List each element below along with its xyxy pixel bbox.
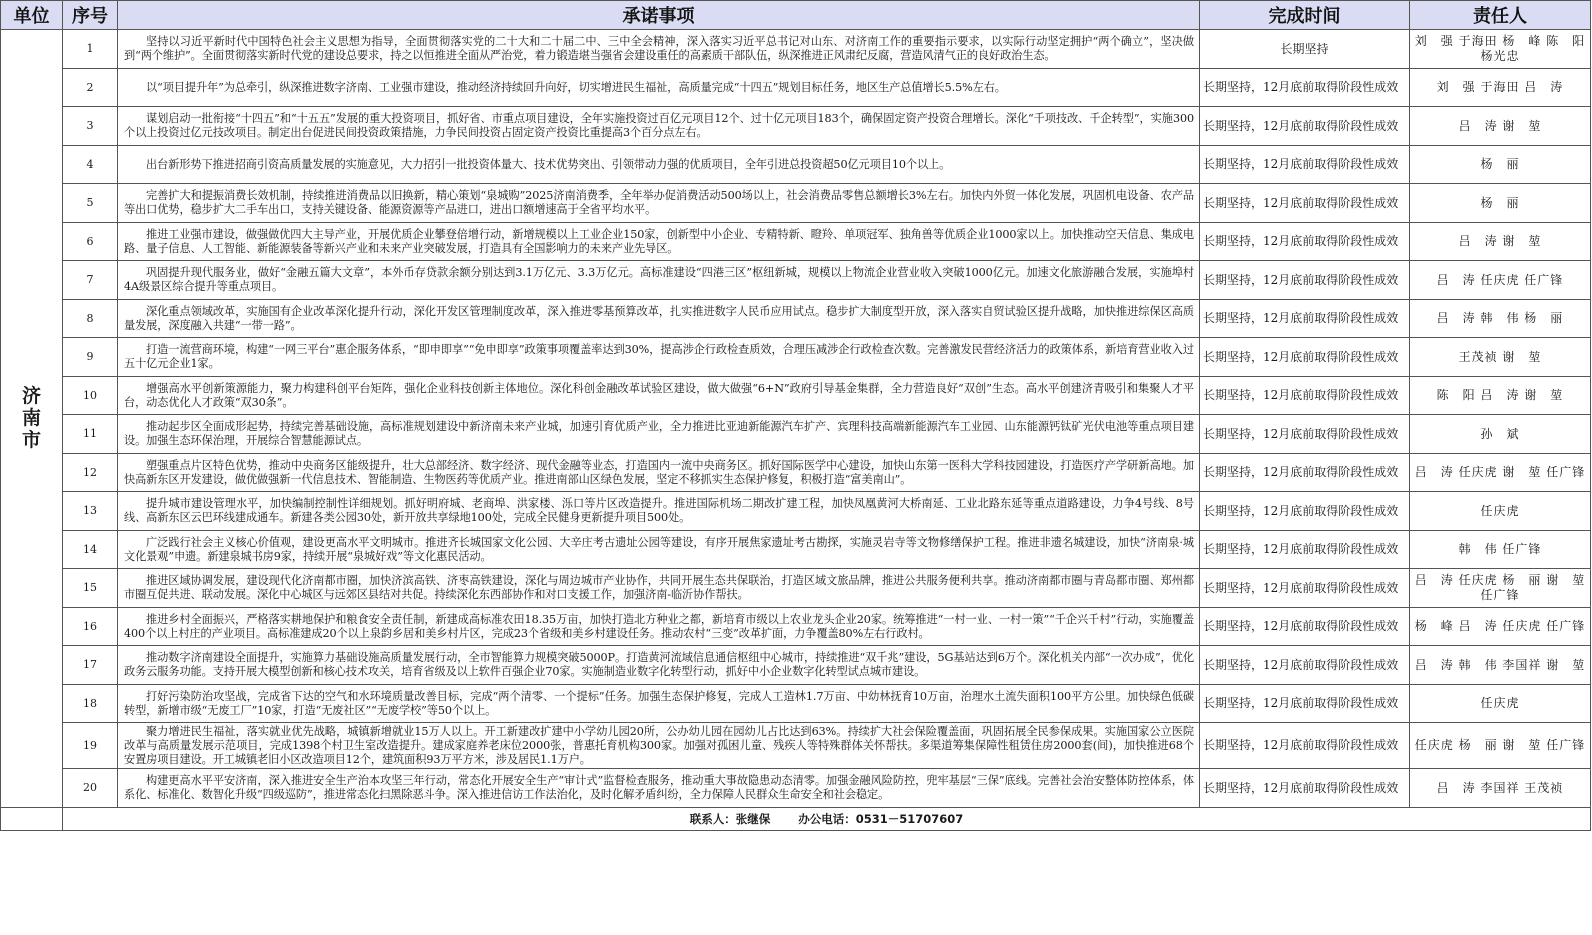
row-responsible: 王茂祯 谢 堃 <box>1410 338 1591 377</box>
table-row <box>1 646 1591 685</box>
table-row <box>1 723 1591 769</box>
table-row <box>1 453 1591 492</box>
contact-phone: 办公电话：0531－51707607 <box>798 811 964 826</box>
header-responsible: 责任人 <box>1410 1 1591 30</box>
row-responsible: 吕 涛 任庆虎 任广锋 <box>1410 261 1591 300</box>
row-seq: 11 <box>63 415 118 454</box>
row-responsible: 吕 涛 任庆虎 谢 堃 任广锋 <box>1410 453 1591 492</box>
row-deadline: 长期坚持，12月底前取得阶段性成效 <box>1200 492 1410 531</box>
row-commitment: 打好污染防治攻坚战，完成省下达的空气和水环境质量改善目标，完成“两个清零、一个提标”任务。加强生态保护修复，完成人工造林1.7万亩、中幼林抚育10万亩，治理水土流失面积100平方公里。加快绿色低碳转型，新增市级“无废工厂”10家，打造“无废社区”“无废学校”等50个以上。 <box>118 684 1200 723</box>
row-commitment: 广泛践行社会主义核心价值观，建设更高水平文明城市。推进齐长城国家文化公园、大辛庄考古遗址公园等建设，有序开展焦家遗址考古勘探，实施灵岩寺等文物修缮保护工程。推进非遗名城建设，加快“济南泉·城文化景观”申遗。新建泉城书房9家，持续开展“泉城好戏”等文化惠民活动。 <box>118 530 1200 569</box>
row-seq: 8 <box>63 299 118 338</box>
row-responsible: 刘 强 于海田 吕 涛 <box>1410 68 1591 107</box>
row-deadline: 长期坚持，12月底前取得阶段性成效 <box>1200 646 1410 685</box>
row-seq: 4 <box>63 145 118 184</box>
footer-contact-cell <box>63 807 1591 830</box>
row-seq: 6 <box>63 222 118 261</box>
row-deadline: 长期坚持，12月底前取得阶段性成效 <box>1200 261 1410 300</box>
row-deadline: 长期坚持，12月底前取得阶段性成效 <box>1200 530 1410 569</box>
table-row <box>1 299 1591 338</box>
row-responsible: 吕 涛 李国祥 王茂祯 <box>1410 769 1591 808</box>
row-responsible: 陈 阳 吕 涛 谢 堃 <box>1410 376 1591 415</box>
row-seq: 3 <box>63 107 118 146</box>
row-commitment: 以“项目提升年”为总牵引，纵深推进数字济南、工业强市建设，推动经济持续回升向好，切实增进民生福祉，高质量完成“十四五”规划目标任务，地区生产总值增长5.5%左右。 <box>118 68 1200 107</box>
table-body <box>1 30 1591 831</box>
row-seq: 7 <box>63 261 118 300</box>
header-row <box>1 1 1591 30</box>
row-deadline: 长期坚持，12月底前取得阶段性成效 <box>1200 723 1410 769</box>
row-deadline: 长期坚持，12月底前取得阶段性成效 <box>1200 569 1410 608</box>
row-responsible: 任庆虎 <box>1410 684 1591 723</box>
table-row <box>1 261 1591 300</box>
row-deadline: 长期坚持，12月底前取得阶段性成效 <box>1200 376 1410 415</box>
table-row <box>1 769 1591 808</box>
table-row <box>1 492 1591 531</box>
row-commitment: 构建更高水平平安济南，深入推进安全生产治本攻坚三年行动，常态化开展安全生产“审计式”监督检查服务，推动重大事故隐患动态清零。加强金融风险防控，兜牢基层“三保”底线。完善社会治安整体防控体系，体系化、标准化、数智化升级“四级巡防”，推进常态化扫黑除恶斗争。深入推进信访工作法治化，及时化解矛盾纠纷，全力保障人民群众生命安全和社会稳定。 <box>118 769 1200 808</box>
row-deadline: 长期坚持，12月底前取得阶段性成效 <box>1200 415 1410 454</box>
table-row <box>1 530 1591 569</box>
row-responsible: 刘 强 于海田 杨 峰 陈 阳 杨光忠 <box>1410 30 1591 69</box>
table-row <box>1 145 1591 184</box>
row-commitment: 塑强重点片区特色优势，推动中央商务区能级提升，壮大总部经济、数字经济、现代金融等业态，打造国内一流中央商务区。抓好国际医学中心建设，加快山东第一医科大学科技园建设，打造医疗产学研新高地。加快高新东区开发建设，做优做强新一代信息技术、智能制造、生物医药等优质产业。推进南部山区绿色发展，坚定不移抓实生态保护修复，积极打造“富美南山”。 <box>118 453 1200 492</box>
row-seq: 20 <box>63 769 118 808</box>
unit-char: 济 <box>21 385 41 408</box>
header-commitment: 承诺事项 <box>118 1 1200 30</box>
row-seq: 17 <box>63 646 118 685</box>
row-deadline: 长期坚持，12月底前取得阶段性成效 <box>1200 107 1410 146</box>
table-row <box>1 68 1591 107</box>
row-seq: 14 <box>63 530 118 569</box>
unit-char: 市 <box>21 429 41 452</box>
footer-row <box>1 807 1591 830</box>
table-row <box>1 376 1591 415</box>
row-commitment: 聚力增进民生福祉，落实就业优先战略，城镇新增就业15万人以上。开工新建改扩建中小学幼儿园20所，公办幼儿园在园幼儿占比达到63%。持续扩大社会保险覆盖面，巩固拓展全民参保成果。实施国家公立医院改革与高质量发展示范项目，完成1398个村卫生室改造提升。建成家庭养老床位2000张，普惠托育机构300家。加强对孤困儿童、残疾人等特殊群体关怀帮扶。多渠道筹集保障性租赁住房2000套(间)，加快推进68个安置房项目建设。开工城镇老旧小区改造项目12个，建筑面积93万平方米，涉及居民1.1万户。 <box>118 723 1200 769</box>
table-row <box>1 222 1591 261</box>
row-deadline: 长期坚持，12月底前取得阶段性成效 <box>1200 222 1410 261</box>
row-responsible: 孙 斌 <box>1410 415 1591 454</box>
row-commitment: 出台新形势下推进招商引资高质量发展的实施意见，大力招引一批投资体量大、技术优势突出、引领带动力强的优质项目，全年引进总投资超50亿元项目10个以上。 <box>118 145 1200 184</box>
header-deadline: 完成时间 <box>1200 1 1410 30</box>
row-seq: 9 <box>63 338 118 377</box>
row-commitment: 提升城市建设管理水平，加快编制控制性详细规划。抓好明府城、老商埠、洪家楼、泺口等片区改造提升。推进国际机场二期改扩建工程，加快凤凰黄河大桥南延、工业北路东延等重点道路建设，力争4号线、8号线、高新东区云巴环线建成通车。新建各类公园30处，新开放共享绿地100处，完成全民健身更新提升项目500处。 <box>118 492 1200 531</box>
row-responsible: 杨 峰 吕 涛 任庆虎 任广锋 <box>1410 607 1591 646</box>
row-commitment: 推动起步区全面成形起势，持续完善基础设施，高标准规划建设中新济南未来产业城，加速引育优质产业，全力推进比亚迪新能源汽车扩产、宾理科技高端新能源汽车工业园、山东能源钙钛矿光伏电池等重点项目建设。加强生态环保治理，开展综合智慧能源试点。 <box>118 415 1200 454</box>
row-commitment: 推进乡村全面振兴，严格落实耕地保护和粮食安全责任制，新建成高标准农田18.35万亩，加快打造北方种业之都，新培育市级以上农业龙头企业20家。统筹推进“一村一业、一村一策”“千企兴千村”行动，实施覆盖400个以上村庄的产业项目。高标准建成20个以上泉韵乡居和美乡村片区，完成23个省级和美乡村建设任务。推动农村“三变”改革扩面，力争覆盖80%左右行政村。 <box>118 607 1200 646</box>
row-deadline: 长期坚持，12月底前取得阶段性成效 <box>1200 184 1410 223</box>
table-row <box>1 338 1591 377</box>
row-deadline: 长期坚持，12月底前取得阶段性成效 <box>1200 769 1410 808</box>
row-deadline: 长期坚持，12月底前取得阶段性成效 <box>1200 607 1410 646</box>
row-seq: 19 <box>63 723 118 769</box>
row-commitment: 增强高水平创新策源能力，聚力构建科创平台矩阵，强化企业科技创新主体地位。深化科创金融改革试验区建设，做大做强“6+N”政府引导基金集群，全力营造良好“双创”生态。高水平创建济青吸引和集聚人才平台，动态优化人才政策“双30条”。 <box>118 376 1200 415</box>
row-seq: 18 <box>63 684 118 723</box>
row-seq: 10 <box>63 376 118 415</box>
table-row <box>1 684 1591 723</box>
row-deadline: 长期坚持，12月底前取得阶段性成效 <box>1200 338 1410 377</box>
table-row <box>1 569 1591 608</box>
row-commitment: 谋划启动一批衔接“十四五”和“十五五”发展的重大投资项目，抓好省、市重点项目建设，全年实施投资过百亿元项目12个、过十亿元项目183个，确保固定资产投资合理增长。深化“千项技改、千企转型”，实施300个以上投资过亿元技改项目。制定出台促进民间投资政策措施，力争民间投资占固定资产投资比重提高3个百分点左右。 <box>118 107 1200 146</box>
row-commitment: 推动数字济南建设全面提升，实施算力基础设施高质量发展行动，全市智能算力规模突破5000P。打造黄河流域信息通信枢纽中心城市，持续推进“双千兆”建设，5G基站达到6万个。深化机关内部“一次办成”，优化政务云服务功能。支持开展大模型创新和核心技术攻关，培育省级及以上软件百强企业70家。实施制造业数字化转型行动，抓好中小企业数字化转型试点城市建设。 <box>118 646 1200 685</box>
row-commitment: 推进区域协调发展，建设现代化济南都市圈，加快济滨高铁、济枣高铁建设，深化与周边城市产业协作，共同开展生态共保联治，打造区域文旅品牌，推进公共服务便利共享。推动济南都市圈与青岛都市圈、郑州都市圈互促共进、联动发展。深化中心城区与远郊区县结对共促。持续深化东西部协作和对口支援工作，加强济南-临沂协作帮扶。 <box>118 569 1200 608</box>
row-deadline: 长期坚持，12月底前取得阶段性成效 <box>1200 145 1410 184</box>
row-seq: 5 <box>63 184 118 223</box>
row-deadline: 长期坚持，12月底前取得阶段性成效 <box>1200 68 1410 107</box>
header-unit: 单位 <box>1 1 63 30</box>
row-deadline: 长期坚持，12月底前取得阶段性成效 <box>1200 453 1410 492</box>
row-deadline: 长期坚持，12月底前取得阶段性成效 <box>1200 299 1410 338</box>
row-seq: 16 <box>63 607 118 646</box>
row-seq: 15 <box>63 569 118 608</box>
table-row <box>1 107 1591 146</box>
unit-cell <box>1 30 63 808</box>
row-seq: 2 <box>63 68 118 107</box>
row-responsible: 吕 涛 韩 伟 李国祥 谢 堃 <box>1410 646 1591 685</box>
row-commitment: 巩固提升现代服务业，做好“金融五篇大文章”，本外币存贷款余额分别达到3.1万亿元、3.3万亿元。高标准建设“四港三区”枢纽新城，规模以上物流企业营业收入突破1000亿元。加速文化旅游融合发展，实施埠村4A级景区综合提升等重点项目。 <box>118 261 1200 300</box>
row-seq: 13 <box>63 492 118 531</box>
row-deadline: 长期坚持 <box>1200 30 1410 69</box>
row-responsible: 吕 涛 韩 伟 杨 丽 <box>1410 299 1591 338</box>
row-responsible: 吕 涛 谢 堃 <box>1410 107 1591 146</box>
row-responsible: 韩 伟 任广锋 <box>1410 530 1591 569</box>
row-commitment: 深化重点领域改革，实施国有企业改革深化提升行动，深化开发区管理制度改革，深入推进零基预算改革，扎实推进数字人民币应用试点。稳步扩大制度型开放，深入落实自贸试验区提升战略，加快推进综保区高质量发展，深度融入共建“一带一路”。 <box>118 299 1200 338</box>
row-responsible: 吕 涛 谢 堃 <box>1410 222 1591 261</box>
row-commitment: 推进工业强市建设，做强做优四大主导产业，开展优质企业攀登倍增行动，新增规模以上工业企业150家，创新型中小企业、专精特新、瞪羚、单项冠军、独角兽等优质企业1000家以上。加快推动空天信息、集成电路、量子信息、人工智能、新能源装备等新兴产业和未来产业突破发展，打造具有全国影响力的未来产业先导区。 <box>118 222 1200 261</box>
row-seq: 12 <box>63 453 118 492</box>
row-commitment: 打造一流营商环境，构建“一网三平台”惠企服务体系，“即申即享”“免申即享”政策事项覆盖率达到30%，提高涉企行政检查质效，合理压减涉企行政检查次数。完善激发民营经济活力的政策体系，新培育营业收入过五十亿元企业1家。 <box>118 338 1200 377</box>
row-seq: 1 <box>63 30 118 69</box>
row-responsible: 任庆虎 杨 丽 谢 堃 任广锋 <box>1410 723 1591 769</box>
table-row <box>1 607 1591 646</box>
footer-blank-cell <box>1 807 63 830</box>
table-row <box>1 184 1591 223</box>
contact-person: 联系人：张继保 <box>689 811 771 826</box>
row-responsible: 吕 涛 任庆虎 杨 丽 谢 堃 任广锋 <box>1410 569 1591 608</box>
table-row <box>1 30 1591 69</box>
row-responsible: 杨 丽 <box>1410 184 1591 223</box>
table-row <box>1 415 1591 454</box>
header-seq: 序号 <box>63 1 118 30</box>
row-responsible: 任庆虎 <box>1410 492 1591 531</box>
row-deadline: 长期坚持，12月底前取得阶段性成效 <box>1200 684 1410 723</box>
row-responsible: 杨 丽 <box>1410 145 1591 184</box>
row-commitment: 完善扩大和提振消费长效机制，持续推进消费品以旧换新，精心策划“泉城购”2025济南消费季，全年举办促消费活动500场以上，社会消费品零售总额增长3%左右。加快内外贸一体化发展，巩固机电设备、农产品等出口优势，稳步扩大二手车出口，支持关键设备、能源资源等产品进口，进出口额增速高于全省平均水平。 <box>118 184 1200 223</box>
row-commitment: 坚持以习近平新时代中国特色社会主义思想为指导，全面贯彻落实党的二十大和二十届二中、三中全会精神，深入落实习近平总书记对山东、对济南工作的重要指示要求，以实际行动坚定拥护“两个确立”，坚决做到“两个维护”。全面贯彻落实新时代党的建设总要求，持之以恒推进全面从严治党，着力锻造堪当强省会建设重任的高素质干部队伍，纵深推进正风肃纪反腐，营造风清气正的良好政治生态。 <box>118 30 1200 69</box>
unit-char: 南 <box>21 407 41 430</box>
